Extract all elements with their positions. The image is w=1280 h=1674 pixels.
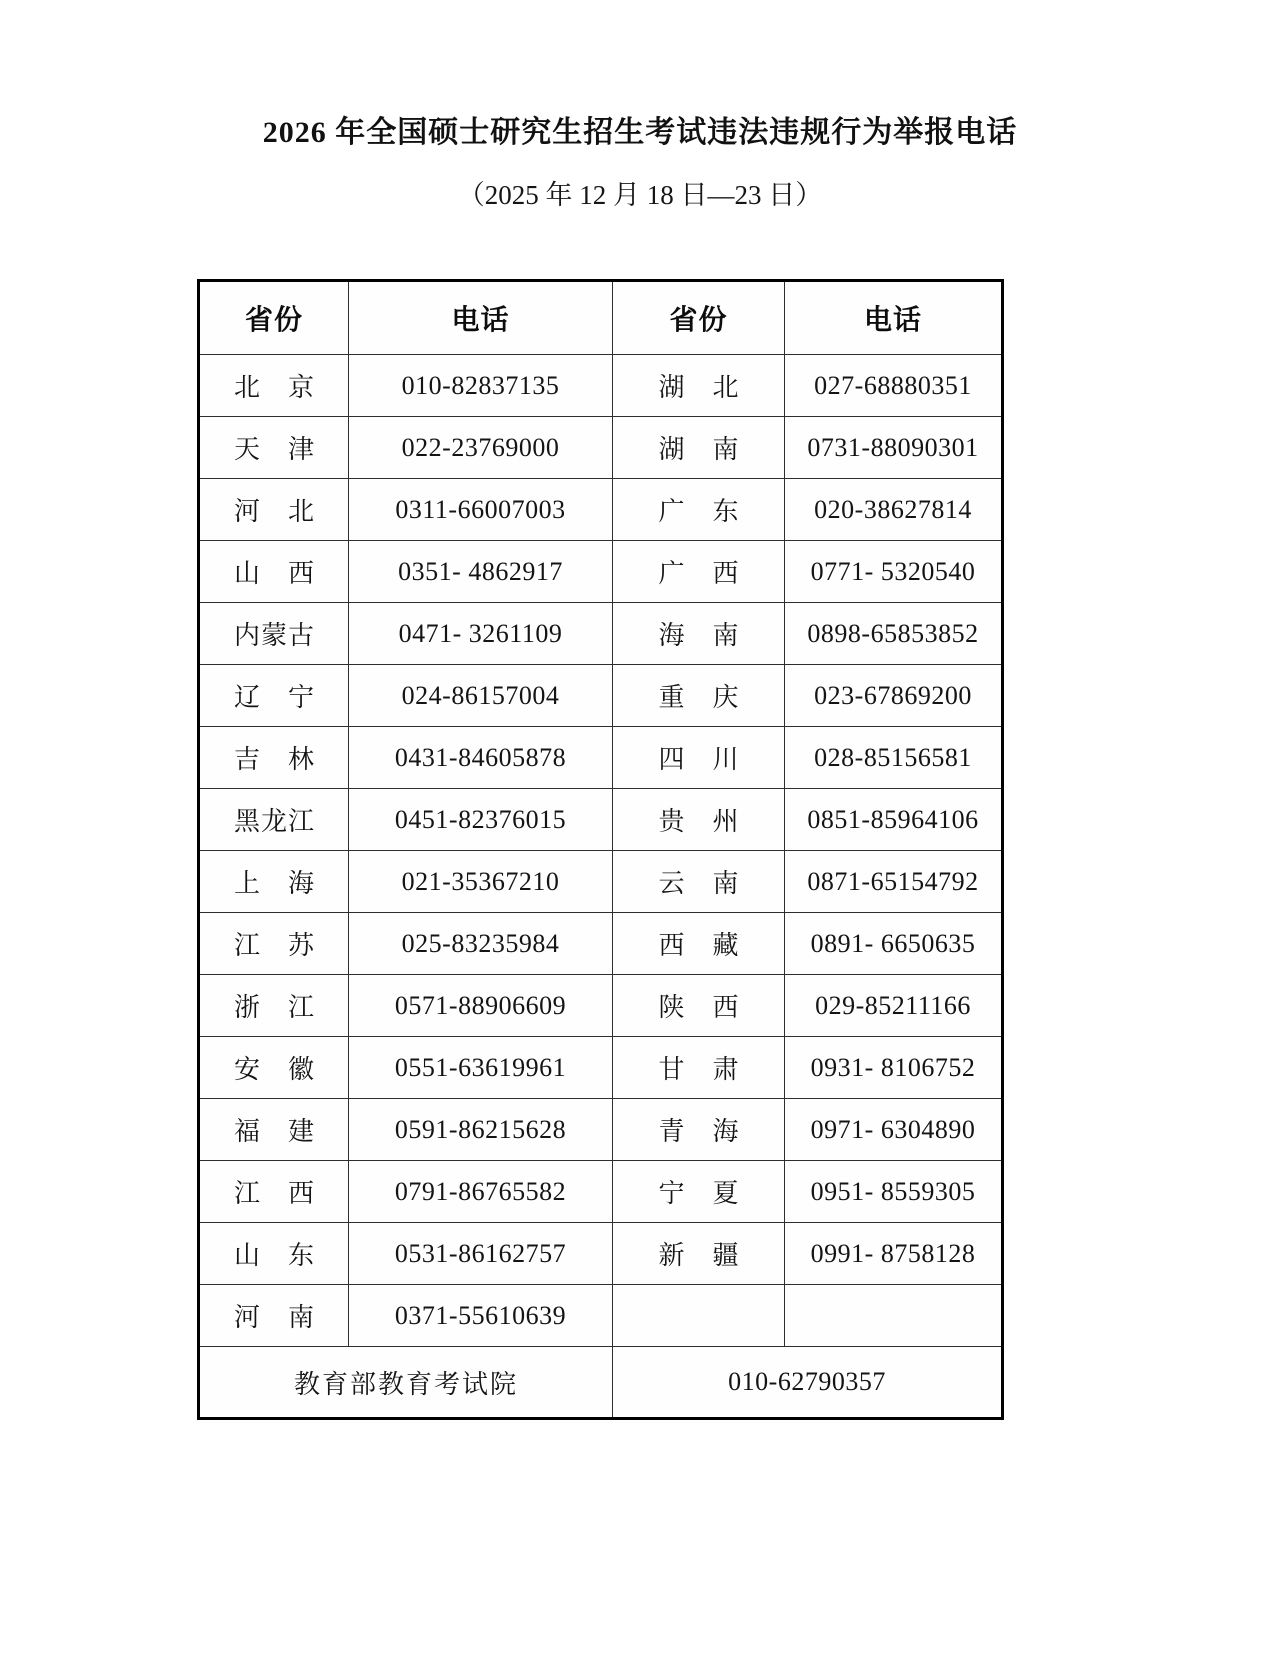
province-cell bbox=[613, 1223, 785, 1285]
table-row bbox=[199, 665, 1003, 727]
province-name: 青海 bbox=[658, 1117, 739, 1146]
province-cell bbox=[199, 1161, 349, 1223]
footer-org-cell: 教育部教育考试院 bbox=[199, 1347, 613, 1419]
province-name: 北京 bbox=[234, 373, 314, 402]
phone-cell: 0951- 8559305 bbox=[785, 1161, 1003, 1223]
province-name: 浙江 bbox=[234, 993, 314, 1022]
province-name: 河南 bbox=[234, 1303, 314, 1332]
province-cell bbox=[199, 1037, 349, 1099]
province-cell bbox=[613, 417, 785, 479]
phone-cell: 025-83235984 bbox=[349, 913, 613, 975]
province-name: 江西 bbox=[234, 1179, 314, 1208]
phone-cell: 0971- 6304890 bbox=[785, 1099, 1003, 1161]
province-cell bbox=[613, 541, 785, 603]
province-cell bbox=[199, 1099, 349, 1161]
province-name: 四川 bbox=[658, 745, 739, 774]
province-cell bbox=[613, 665, 785, 727]
phone-cell: 0851-85964106 bbox=[785, 789, 1003, 851]
province-cell bbox=[199, 727, 349, 789]
page-subtitle: （2025 年 12 月 18 日—23 日） bbox=[457, 180, 823, 210]
province-name: 陕西 bbox=[658, 993, 739, 1022]
phone-cell: 021-35367210 bbox=[349, 851, 613, 913]
province-name: 新疆 bbox=[658, 1241, 739, 1270]
table-row bbox=[199, 1037, 1003, 1099]
table-row bbox=[199, 1223, 1003, 1285]
province-cell bbox=[613, 913, 785, 975]
province-cell bbox=[199, 603, 349, 665]
phone-cell: 0731-88090301 bbox=[785, 417, 1003, 479]
phone-cell: 0891- 6650635 bbox=[785, 913, 1003, 975]
phone-cell-empty bbox=[785, 1285, 1003, 1347]
table-row bbox=[199, 417, 1003, 479]
province-cell bbox=[199, 355, 349, 417]
phone-cell: 0871-65154792 bbox=[785, 851, 1003, 913]
province-name: 湖南 bbox=[658, 435, 739, 464]
province-cell bbox=[199, 541, 349, 603]
province-name: 海南 bbox=[658, 621, 739, 650]
phone-cell: 0771- 5320540 bbox=[785, 541, 1003, 603]
table-row bbox=[199, 851, 1003, 913]
province-cell bbox=[199, 789, 349, 851]
province-name: 广东 bbox=[658, 497, 739, 526]
table-row bbox=[199, 1161, 1003, 1223]
province-name: 江苏 bbox=[234, 931, 314, 960]
table-row bbox=[199, 913, 1003, 975]
province-name: 上海 bbox=[234, 869, 314, 898]
province-name: 黑龙江 bbox=[234, 807, 314, 836]
report-phone-table bbox=[197, 279, 1004, 1420]
province-cell bbox=[199, 665, 349, 727]
province-cell bbox=[199, 975, 349, 1037]
phone-cell: 0451-82376015 bbox=[349, 789, 613, 851]
province-cell bbox=[613, 355, 785, 417]
province-cell bbox=[613, 1161, 785, 1223]
province-name: 西藏 bbox=[658, 931, 739, 960]
phone-cell: 0571-88906609 bbox=[349, 975, 613, 1037]
province-name: 安徽 bbox=[234, 1055, 314, 1084]
phone-cell: 0551-63619961 bbox=[349, 1037, 613, 1099]
province-cell bbox=[613, 1099, 785, 1161]
province-cell bbox=[613, 603, 785, 665]
phone-cell: 0791-86765582 bbox=[349, 1161, 613, 1223]
phone-cell: 0471- 3261109 bbox=[349, 603, 613, 665]
province-name: 甘肃 bbox=[658, 1055, 739, 1084]
province-name: 广西 bbox=[658, 559, 739, 588]
province-cell-empty bbox=[613, 1285, 785, 1347]
phone-cell: 0311-66007003 bbox=[349, 479, 613, 541]
phone-cell: 027-68880351 bbox=[785, 355, 1003, 417]
footer-phone-cell: 010-62790357 bbox=[613, 1347, 1003, 1419]
column-header-phone-left: 电话 bbox=[349, 281, 613, 355]
province-name: 贵州 bbox=[658, 807, 739, 836]
province-cell bbox=[199, 479, 349, 541]
phone-cell: 022-23769000 bbox=[349, 417, 613, 479]
table-header-row bbox=[199, 281, 1003, 355]
province-cell bbox=[613, 975, 785, 1037]
province-name: 山东 bbox=[234, 1241, 314, 1270]
province-name: 重庆 bbox=[658, 683, 739, 712]
column-header-province-left: 省份 bbox=[199, 281, 349, 355]
column-header-phone-right: 电话 bbox=[785, 281, 1003, 355]
phone-cell: 0371-55610639 bbox=[349, 1285, 613, 1347]
province-cell bbox=[199, 1223, 349, 1285]
phone-cell: 0991- 8758128 bbox=[785, 1223, 1003, 1285]
phone-cell: 024-86157004 bbox=[349, 665, 613, 727]
phone-cell: 0591-86215628 bbox=[349, 1099, 613, 1161]
table-row bbox=[199, 541, 1003, 603]
province-name: 云南 bbox=[658, 869, 739, 898]
province-cell bbox=[199, 1285, 349, 1347]
phone-cell: 0898-65853852 bbox=[785, 603, 1003, 665]
province-cell bbox=[613, 789, 785, 851]
table-row bbox=[199, 479, 1003, 541]
table-row bbox=[199, 603, 1003, 665]
phone-cell: 0431-84605878 bbox=[349, 727, 613, 789]
province-name: 辽宁 bbox=[234, 683, 314, 712]
province-name: 宁夏 bbox=[658, 1179, 739, 1208]
province-name: 山西 bbox=[234, 559, 314, 588]
table-row bbox=[199, 789, 1003, 851]
phone-cell: 0931- 8106752 bbox=[785, 1037, 1003, 1099]
phone-cell: 020-38627814 bbox=[785, 479, 1003, 541]
table-row bbox=[199, 975, 1003, 1037]
table-row bbox=[199, 1099, 1003, 1161]
province-cell bbox=[199, 417, 349, 479]
table-row bbox=[199, 1285, 1003, 1347]
province-cell bbox=[613, 727, 785, 789]
page-title: 2026 年全国硕士研究生招生考试违法违规行为举报电话 bbox=[262, 116, 1018, 149]
province-cell bbox=[199, 851, 349, 913]
province-cell bbox=[613, 1037, 785, 1099]
province-name: 河北 bbox=[234, 497, 314, 526]
province-cell bbox=[199, 913, 349, 975]
table-row bbox=[199, 355, 1003, 417]
table-row bbox=[199, 727, 1003, 789]
province-name: 天津 bbox=[234, 435, 314, 464]
phone-cell: 029-85211166 bbox=[785, 975, 1003, 1037]
province-name: 内蒙古 bbox=[234, 621, 314, 650]
phone-cell: 028-85156581 bbox=[785, 727, 1003, 789]
province-name: 湖北 bbox=[658, 373, 739, 402]
province-name: 吉林 bbox=[234, 745, 314, 774]
column-header-province-right: 省份 bbox=[613, 281, 785, 355]
phone-cell: 010-82837135 bbox=[349, 355, 613, 417]
province-cell bbox=[613, 479, 785, 541]
phone-cell: 023-67869200 bbox=[785, 665, 1003, 727]
table-footer-row bbox=[199, 1347, 1003, 1419]
phone-cell: 0351- 4862917 bbox=[349, 541, 613, 603]
phone-cell: 0531-86162757 bbox=[349, 1223, 613, 1285]
province-cell bbox=[613, 851, 785, 913]
province-name: 福建 bbox=[234, 1117, 314, 1146]
